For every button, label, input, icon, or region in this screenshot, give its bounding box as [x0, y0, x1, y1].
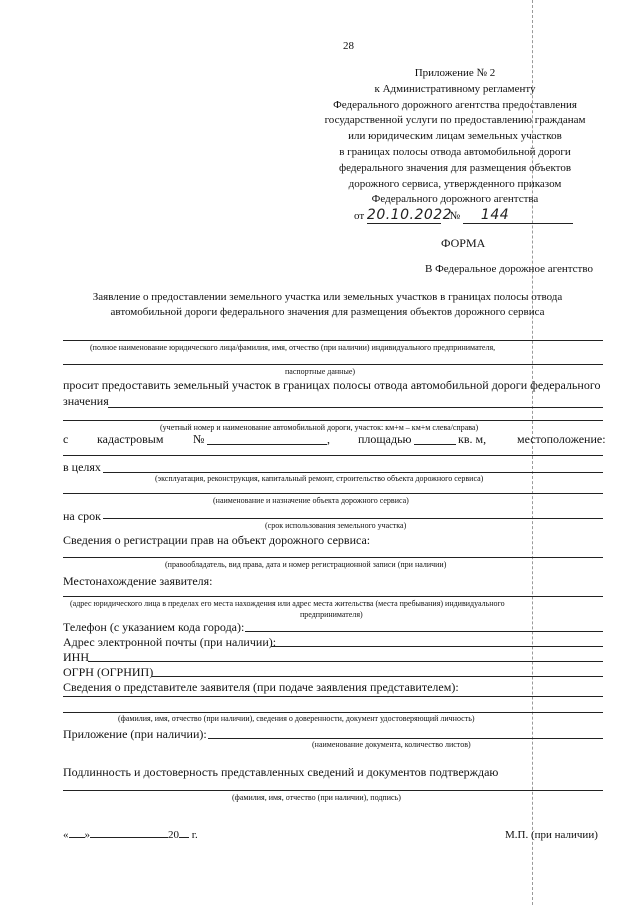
- inn-field[interactable]: [88, 661, 603, 662]
- appendix-line: Федерального дорожного агентства предоставления: [333, 98, 577, 111]
- statement-title: [40, 290, 615, 320]
- registration-hint: (правообладатель, вид права, дата и номер регистрационной записи (при наличии): [165, 560, 447, 569]
- representative-hint: (фамилия, имя, отчество (при наличии), сведения о доверенности, документ удостоверяющий личность): [118, 714, 475, 723]
- road-field-2[interactable]: [63, 420, 603, 421]
- phone-field[interactable]: [245, 631, 603, 632]
- purpose-hint: (эксплуатация, реконструкция, капитальный ремонт, строительство объекта дорожного сервиса): [155, 474, 484, 483]
- appendix-line: Приложение № 2: [414, 67, 496, 79]
- email-field[interactable]: [271, 646, 603, 647]
- representative-field[interactable]: [63, 696, 603, 697]
- signature-hint: (фамилия, имя, отчество (при наличии), подпись): [232, 793, 401, 802]
- representative-label: Сведения о представителе заявителя (при подаче заявления представителем):: [63, 680, 459, 694]
- area-unit: кв. м,: [458, 432, 487, 446]
- date-close-quote: »: [84, 829, 90, 841]
- registration-label: Сведения о регистрации прав на объект дорожного сервиса:: [63, 533, 371, 547]
- object-field[interactable]: [63, 493, 603, 494]
- page-number: 28: [343, 40, 354, 52]
- stamp-label: М.П. (при наличии): [505, 829, 598, 841]
- representative-field-2[interactable]: [63, 712, 603, 713]
- date-prefix: от: [354, 210, 365, 222]
- order-number: 144: [480, 207, 510, 223]
- cadastral-number-field[interactable]: [207, 444, 327, 445]
- ogrn-field[interactable]: [152, 676, 603, 677]
- cadastral-word: кадастровым: [97, 432, 164, 446]
- purpose-field[interactable]: [103, 472, 603, 473]
- appendix-line: в границах полосы отвода автомобильной дороги: [339, 145, 571, 158]
- term-label: на срок: [63, 509, 101, 523]
- ogrn-label: ОГРН (ОГРНИП): [63, 665, 154, 679]
- phone-label: Телефон (с указанием кода города):: [63, 620, 245, 634]
- year-field[interactable]: [179, 837, 189, 838]
- order-date: 20.10.2022: [366, 207, 453, 223]
- statement-title-line: автомобильной дороги федерального значения для размещения объектов дорожного сервиса: [110, 306, 545, 318]
- footer-date: [63, 829, 198, 841]
- address-hint-1: (адрес юридического лица в пределах его места нахождения или адрес места жительства (места пребывания) индивидуального: [70, 599, 505, 608]
- appendix-line: или юридическим лицам земельных участков: [348, 130, 562, 143]
- location-applicant-label: Местонахождение заявителя:: [63, 574, 213, 588]
- comma: ,: [327, 432, 330, 446]
- term-hint: (срок использования земельного участка): [265, 521, 407, 530]
- attachment-hint: (наименование документа, количество листов): [312, 740, 471, 749]
- appendix-line: федерального значения для размещения объектов: [338, 161, 572, 174]
- addressee: В Федеральное дорожное агентство: [425, 263, 593, 275]
- year-suffix: г.: [191, 829, 198, 841]
- year-prefix: 20: [168, 829, 179, 841]
- road-hint: (учетный номер и наименование автомобильной дороги, участок: км+м – км+м слева/справа): [160, 423, 479, 432]
- day-field[interactable]: [69, 837, 85, 838]
- request-text: просит предоставить земельный участок в границах полосы отвода автомобильной дороги федерального: [63, 378, 601, 392]
- attachment-label: Приложение (при наличии):: [63, 727, 207, 741]
- passport-hint: паспортные данные): [285, 367, 356, 376]
- area-label: площадью: [358, 432, 412, 446]
- statement-title-line: Заявление о предоставлении земельного участка или земельных участков в границах полосы отвода: [92, 291, 563, 303]
- email-label: Адрес электронной почты (при наличии):: [63, 635, 277, 649]
- confirm-text: Подлинность и достоверность представленных сведений и документов подтверждаю: [63, 765, 499, 779]
- value-label: значения: [63, 394, 109, 408]
- order-date-row: [354, 207, 573, 224]
- location-label: местоположение:: [517, 432, 606, 446]
- location-field[interactable]: [63, 455, 603, 456]
- area-field[interactable]: [414, 444, 456, 445]
- term-field[interactable]: [103, 518, 603, 519]
- inn-label: ИНН: [63, 650, 89, 664]
- cadastral-number-label: №: [193, 432, 205, 446]
- appendix-line: государственной услуги по предоставлению гражданам: [324, 114, 586, 127]
- date-open-quote: «: [63, 829, 69, 841]
- object-hint: (наименование и назначение объекта дорожного сервиса): [213, 496, 409, 505]
- attachment-field[interactable]: [208, 738, 603, 739]
- appendix-block: [300, 66, 610, 208]
- applicant-field[interactable]: [63, 340, 603, 341]
- purpose-label: в целях: [63, 460, 101, 474]
- appendix-line: Федерального дорожного агентства: [371, 193, 539, 206]
- form-title: ФОРМА: [441, 236, 486, 250]
- applicant-field-2[interactable]: [63, 364, 603, 365]
- appendix-line: к Административному регламенту: [374, 82, 536, 95]
- road-field[interactable]: [108, 407, 603, 408]
- appendix-line: дорожного сервиса, утвержденного приказом: [348, 177, 562, 190]
- applicant-hint: (полное наименование юридического лица/фамилия, имя, отчество (при наличии) индивидуального предпринимателя,: [90, 343, 496, 352]
- signature-field[interactable]: [63, 790, 603, 791]
- cadastral-c: с: [63, 432, 69, 446]
- number-label: №: [449, 210, 461, 222]
- address-field[interactable]: [63, 596, 603, 597]
- address-hint-2: предпринимателя): [300, 610, 363, 619]
- registration-field[interactable]: [63, 557, 603, 558]
- month-field[interactable]: [90, 837, 168, 838]
